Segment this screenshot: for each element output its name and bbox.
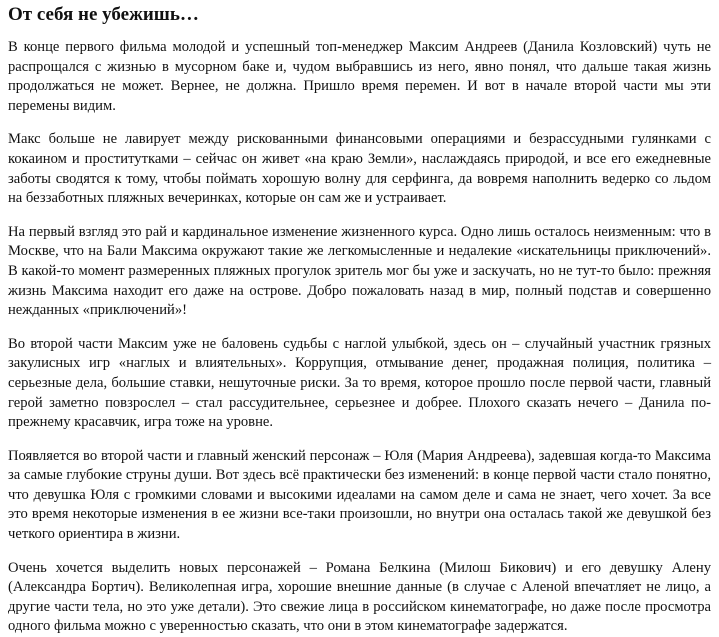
paragraph-1: В конце первого фильма молодой и успешный топ-менеджер Максим Андреев (Данила Козловский) чуть не распрощался с жизнью в мусорном баке и, чудом выбравшись из него, явно понял, что дальше такая жизнь продолжаться не может. Вернее, не должна. Пришло время перемен. И вот в начале второй части мы эти перемены видим. [8,39,711,114]
paragraph-4: Во второй части Максим уже не баловень судьбы с наглой улыбкой, здесь он – случайный участник грязных закулисных игр «наглых и влиятельных». Коррупция, отмывание денег, продажная полиция, политика – серьезные дела, большие ставки, нешуточные риски. За то время, которое прошло после первой части, главный герой заметно повзрослел – стал рассудительнее, серьезнее и добрее. Плохого сказать нечего – Данила по-прежнему красавчик, игра тоже на уровне. [8,335,711,431]
paragraph-3: На первый взгляд это рай и кардинальное изменение жизненного курса. Одно лишь осталось неизменным: что в Москве, что на Бали Максима окружают такие же легкомысленные и недалекие «искательницы приключений». В какой-то момент размеренных пляжных прогулок зритель мог бы уже и заскучать, но не тут-то было: прежняя жизнь Максима находит его даже на острове. Добро пожаловать назад в мир, полный подстав и совершенно нежданных «приключений»! [8,223,711,319]
paragraph-2: Макс больше не лавирует между рискованными финансовыми операциями и безрассудными гулянками с кокаином и проститутками – сейчас он живет «на краю Земли», наслаждаясь природой, и все его ежедневные заботы сводятся к тому, чтобы поймать хорошую волну для серфинга, да вовремя наполнить ведерко со льдом на беззаботных пляжных вечеринках, которые он сам же и устраивает. [8,131,711,207]
article-title: От себя не убежишь… [8,4,199,25]
paragraph-6: Очень хочется выделить новых персонажей – Романа Белкина (Милош Бикович) и его девушку Алену (Александра Бортич). Великолепная игра, хорошие внешние данные (в случае с Аленой впечатляет не лицо, а другие части тела, но это уже детали). Это свежие лица в российском кинематографе, но даже после просмотра одного фильма можно с уверенностью сказать, что они в этом кинематографе задержатся. [8,559,711,635]
paragraph-5: Появляется во второй части и главный женский персонаж – Юля (Мария Андреева), задевшая когда-то Максима за самые глубокие струны души. Вот здесь всё практически без изменений: в конце первой части стало понятно, что девушка Юля с громкими словами и высокими идеалами на самом деле и сама не знает, чего хочет. За все это время некоторые изменения в ее жизни все-таки произошли, но внутри она осталась такой же девушкой без четкого ориентира в жизни. [8,447,711,543]
